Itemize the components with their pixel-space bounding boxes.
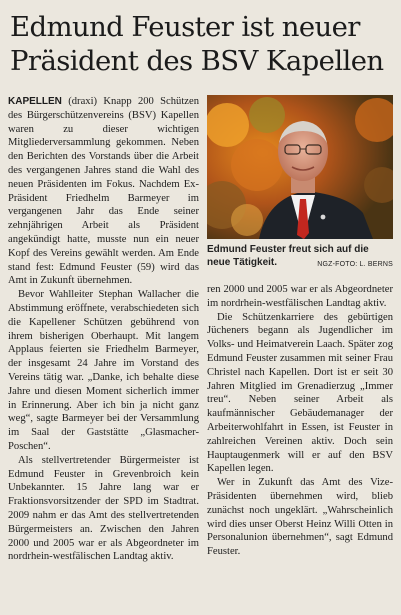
dateline: KAPELLEN [8, 96, 62, 107]
article-paragraph-5: Wer in Zukunft das Amt des Vize-Präsidenten übernehmen wird, blieb zunächst noch ungeklärt. „Wahrscheinlich wird dies unser Oberst Heinz Willi Otten in Personalunion übernehmen“, sagt Edmund Feuster. [207, 477, 393, 558]
photo-credit: NGZ-FOTO: L. BERNS [317, 260, 393, 268]
photo-caption-block [207, 244, 393, 271]
article-paragraph-2: Bevor Wahlleiter Stephan Wallacher die Abstimmung eröffnete, verabschiedeten sich die Kapellener Schützen gebührend von ihrem bisherigen Oberhaupt. Mit langem Applaus feierten sie Friedhelm Barmeyer, der insgesamt 24 Jahre im Vorstand des Vereins tätig war. „Danke, ich behalte diese Jahre und diesen Moment sicherlich immer in Erinnerung. Aber ich bin ja nicht ganz weg“, sagte Barmeyer bei der Versammlung im Saal der Gaststätte „Glasmacher-Poschen“. [8, 289, 199, 452]
headline-line-2: Präsident des BSV Kapellen [10, 45, 384, 77]
photo-caption: Edmund Feuster freut sich auf die neue Tätigkeit. [207, 244, 369, 268]
headline [10, 10, 394, 78]
portrait-photo [207, 95, 393, 239]
lead-text: (draxi) Knapp 200 Schützen des Bürgerschützenvereins (BSV) Kapellen waren zu dieser wichtigen Mitgliederversammlung gekommen. Neben den Berichten des Vorstands über die Arbeit des vergangenen Jahres stand die Wahl des neuen Präsidenten im Fokus. Nachdem Ex-Präsident Friedhelm Barmeyer im vergangenen Jahr das Ende seiner zehnjährigen Arbeit als Präsident angekündigt hatte, musste nun ein neuer Kopf des Vereins gewählt werden. Am Ende stand fest: Edmund Feuster (59) wird das Amt in Zukunft übernehmen. [8, 96, 199, 287]
article-paragraph-3-continued: ren 2000 und 2005 war er als Abgeordneter im nordrhein-westfälischen Landtag aktiv. [207, 284, 393, 309]
article-paragraph-3: Als stellvertretender Bürgermeister ist Edmund Feuster in Grevenbroich kein Unbekannter. 15 Jahre lang war er Fraktionsvorsitzender der SPD im Stadtrat. 2009 nahm er das Amt des stellvertretenden Bürgermeisters an. Zwischen den Jahren 2000 und 2005 war er als Abgeordneter im nordrhein-westfälischen Landtag aktiv. [8, 454, 199, 563]
headline-line-1: Edmund Feuster ist neuer [10, 11, 360, 43]
article-column-2 [207, 283, 393, 607]
article-paragraph-4: Die Schützenkarriere des gebürtigen Jücheners begann als Jugendlicher im Volks- und Heimatverein Laach. Später zog Edmund Feuster zusammen mit seiner Frau Christel nach Kapellen. Dort ist er seit 30 Jahren Mitglied im Grenadierzug „Immer treu“. Neben seiner Arbeit als kaufmännischer Gebäudemanager der Arbeiterwohlfahrt in Essen, ist Feuster in zahlreichen Vereinen aktiv. Doch sein Hauptaugenmerk will er auf den BSV Kapellen legen. [207, 311, 393, 475]
article-column-1 [8, 95, 199, 607]
article-lead [8, 95, 199, 288]
